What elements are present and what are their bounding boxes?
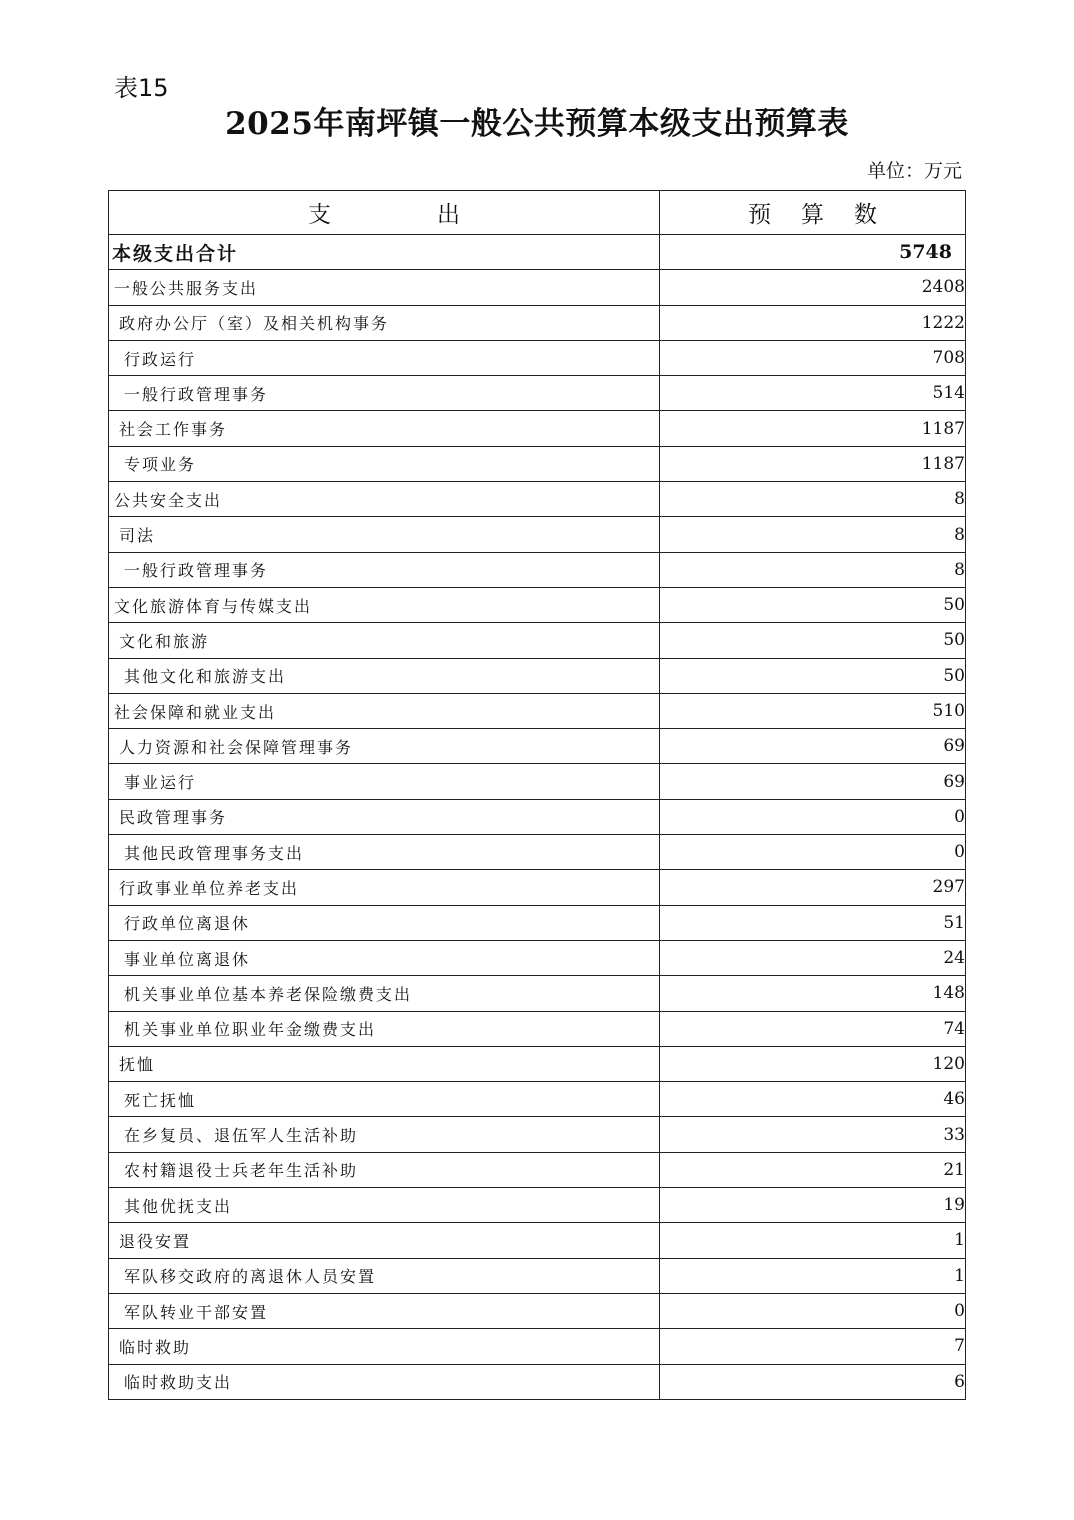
row-item-value: 8 — [660, 517, 966, 552]
row-item-value: 19 — [660, 1188, 966, 1223]
row-item-name: 机关事业单位职业年金缴费支出 — [109, 1011, 660, 1046]
table-row — [109, 1364, 966, 1399]
row-item-value: 33 — [660, 1117, 966, 1152]
table-row — [109, 587, 966, 622]
row-item-name: 事业运行 — [109, 764, 660, 799]
row-item-name: 抚恤 — [109, 1046, 660, 1081]
row-item-name: 退役安置 — [109, 1223, 660, 1258]
table-number: 表15 — [114, 74, 169, 102]
table-row — [109, 764, 966, 799]
row-item-value: 0 — [660, 835, 966, 870]
table-row — [109, 270, 966, 305]
table-row — [109, 482, 966, 517]
unit-label: 单位：万元 — [866, 160, 962, 182]
row-item-value: 50 — [660, 658, 966, 693]
row-item-value: 2408 — [660, 270, 966, 305]
row-item-name: 临时救助 — [109, 1329, 660, 1364]
row-item-value: 1187 — [660, 446, 966, 481]
row-item-name: 死亡抚恤 — [109, 1082, 660, 1117]
table-row — [109, 693, 966, 728]
row-item-name: 其他优抚支出 — [109, 1188, 660, 1223]
row-item-value: 1 — [660, 1223, 966, 1258]
row-item-name: 军队移交政府的离退休人员安置 — [109, 1258, 660, 1293]
row-item-name: 政府办公厅（室）及相关机构事务 — [109, 305, 660, 340]
table-row — [109, 940, 966, 975]
row-item-value: 1222 — [660, 305, 966, 340]
row-item-value: 8 — [660, 482, 966, 517]
row-item-name: 行政事业单位养老支出 — [109, 870, 660, 905]
total-label: 本级支出合计 — [109, 235, 660, 270]
table-row — [109, 1082, 966, 1117]
table-row — [109, 1152, 966, 1187]
table-row — [109, 340, 966, 375]
row-item-name: 机关事业单位基本养老保险缴费支出 — [109, 976, 660, 1011]
table-row — [109, 411, 966, 446]
table-row — [109, 552, 966, 587]
table-row — [109, 305, 966, 340]
row-item-name: 一般行政管理事务 — [109, 376, 660, 411]
row-item-name: 军队转业干部安置 — [109, 1293, 660, 1328]
row-item-name: 一般公共服务支出 — [109, 270, 660, 305]
row-item-name: 在乡复员、退伍军人生活补助 — [109, 1117, 660, 1152]
row-item-name: 其他文化和旅游支出 — [109, 658, 660, 693]
row-item-name: 社会工作事务 — [109, 411, 660, 446]
table-row — [109, 905, 966, 940]
table-row — [109, 1046, 966, 1081]
row-item-name: 临时救助支出 — [109, 1364, 660, 1399]
row-item-name: 行政运行 — [109, 340, 660, 375]
row-item-value: 708 — [660, 340, 966, 375]
row-item-value: 0 — [660, 799, 966, 834]
row-item-value: 0 — [660, 1293, 966, 1328]
page-title: 2025年南坪镇一般公共预算本级支出预算表 — [225, 106, 849, 142]
header-budget: 预算数 — [660, 191, 966, 235]
row-item-name: 其他民政管理事务支出 — [109, 835, 660, 870]
row-item-value: 50 — [660, 587, 966, 622]
row-item-value: 69 — [660, 729, 966, 764]
row-item-value: 148 — [660, 976, 966, 1011]
table-row — [109, 623, 966, 658]
table-row — [109, 1329, 966, 1364]
row-item-value: 51 — [660, 905, 966, 940]
row-item-value: 8 — [660, 552, 966, 587]
row-item-name: 文化旅游体育与传媒支出 — [109, 587, 660, 622]
table-row — [109, 976, 966, 1011]
row-item-value: 120 — [660, 1046, 966, 1081]
row-item-value: 510 — [660, 693, 966, 728]
table-row — [109, 517, 966, 552]
table-header-row — [109, 191, 966, 235]
row-item-value: 24 — [660, 940, 966, 975]
row-item-name: 民政管理事务 — [109, 799, 660, 834]
header-expenditure: 支出 — [109, 191, 660, 235]
row-item-value: 6 — [660, 1364, 966, 1399]
table-row — [109, 1188, 966, 1223]
row-item-value: 21 — [660, 1152, 966, 1187]
row-item-value: 50 — [660, 623, 966, 658]
table-row — [109, 729, 966, 764]
total-row — [109, 235, 966, 270]
budget-table — [108, 190, 966, 1400]
row-item-value: 1 — [660, 1258, 966, 1293]
row-item-value: 297 — [660, 870, 966, 905]
table-row — [109, 446, 966, 481]
table-row — [109, 835, 966, 870]
row-item-name: 行政单位离退休 — [109, 905, 660, 940]
row-item-name: 文化和旅游 — [109, 623, 660, 658]
row-item-value: 7 — [660, 1329, 966, 1364]
row-item-value: 514 — [660, 376, 966, 411]
table-row — [109, 376, 966, 411]
table-row — [109, 799, 966, 834]
row-item-value: 74 — [660, 1011, 966, 1046]
table-row — [109, 1293, 966, 1328]
row-item-value: 1187 — [660, 411, 966, 446]
row-item-name: 人力资源和社会保障管理事务 — [109, 729, 660, 764]
row-item-name: 社会保障和就业支出 — [109, 693, 660, 728]
row-item-name: 司法 — [109, 517, 660, 552]
row-item-value: 46 — [660, 1082, 966, 1117]
table-row — [109, 1117, 966, 1152]
row-item-name: 公共安全支出 — [109, 482, 660, 517]
table-row — [109, 658, 966, 693]
row-item-value: 69 — [660, 764, 966, 799]
row-item-name: 农村籍退役士兵老年生活补助 — [109, 1152, 660, 1187]
total-value: 5748 — [660, 235, 966, 270]
table-row — [109, 1258, 966, 1293]
table-row — [109, 1223, 966, 1258]
row-item-name: 专项业务 — [109, 446, 660, 481]
row-item-name: 一般行政管理事务 — [109, 552, 660, 587]
row-item-name: 事业单位离退休 — [109, 940, 660, 975]
table-row — [109, 1011, 966, 1046]
table-row — [109, 870, 966, 905]
